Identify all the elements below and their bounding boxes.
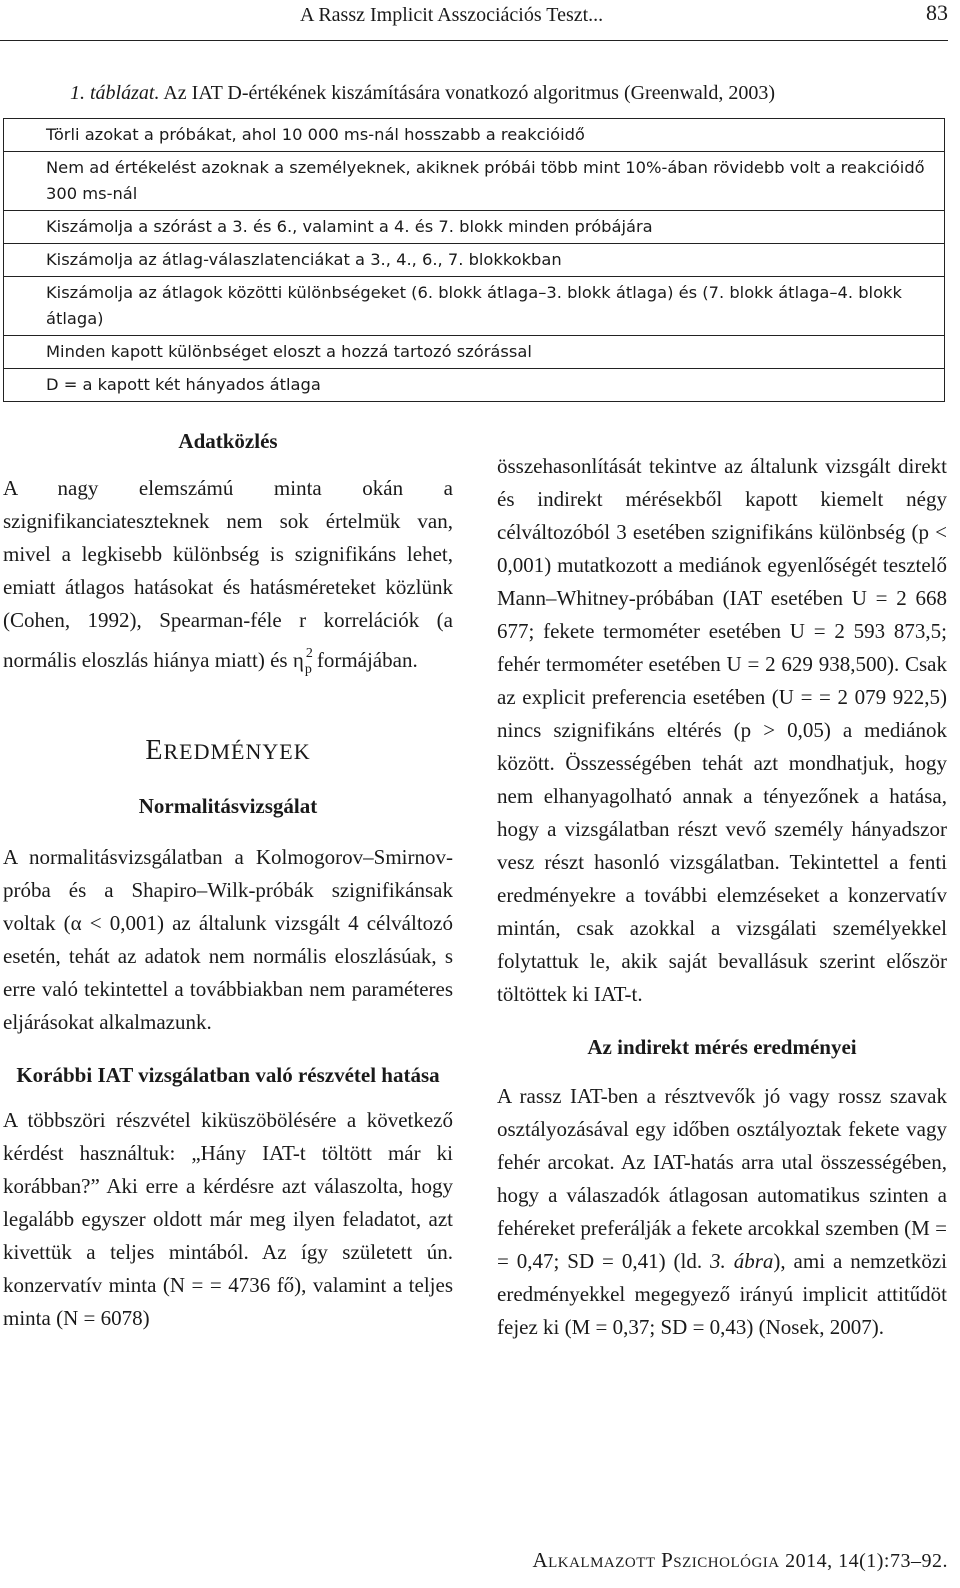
section-title-rest: REDMÉNYEK [163, 739, 311, 764]
step-text: D = a kapott két hányados átlaga [46, 375, 321, 394]
journal-footer [532, 1548, 948, 1573]
paragraph-adatkozles [3, 472, 453, 686]
table-cell [4, 369, 945, 402]
running-head [0, 0, 948, 41]
paragraph-korabbi: A többszöri részvétel kiküszöbölésére a következő kérdést használtuk: „Hány IAT-t töltött már ki korábban?” Aki erre a kérdésre azt válaszolta, hogy legalább egyszer oldott már meg ilyen feladatot, azt kivettük a teljes mintából. Az így született ún. konzervatív minta (N = = 4736 fő), valamint a teljes minta (N = 6078) [3, 1108, 453, 1330]
heading-korabbi: Korábbi IAT vizsgálatban való részvétel hatása [16, 1063, 440, 1087]
paragraph-normalitas: A normalitásvizsgálatban a Kolmogorov–Smirnov-próba és a Shapiro–Wilk-próbák szignifikánsak voltak (α < 0,001) az általunk vizsgált 4 célváltozó esetén, tehát az adatok nem normális eloszlásúak, s erre való tekintettel a továbbiakban nem paraméteres eljárásokat alkalmazunk. [3, 845, 453, 1034]
table-cell [4, 152, 945, 211]
table-row [4, 336, 945, 369]
heading-adatkozles: Adatközlés [178, 429, 278, 453]
table-row [4, 277, 945, 336]
step-number [8, 247, 46, 273]
right-column [497, 450, 947, 1344]
table-caption-text: Az IAT D-értékének kiszámítására vonatkozó algoritmus (Greenwald, 2003) [163, 82, 775, 104]
paragraph-indirekt-text-1: A rassz IAT-ben a résztvevők jó vagy rossz szavak osztályozásával egy időben osztályoztak fekete vagy fehér arcokat. Az IAT-hatás arra utal összességében, hogy a válaszadók átlagosan automatikus szinten a fehéreket preferálják a fekete arcokkal szemben (M = = 0,47; SD = 0,41) (ld. [497, 1084, 947, 1273]
step-number [8, 280, 46, 306]
paragraph-adatkozles-end: formájában. [316, 648, 418, 672]
step-text: Minden kapott különbséget eloszt a hozzá tartozó szórással [46, 342, 532, 361]
step-text: Törli azokat a próbákat, ahol 10 000 ms-nál hosszabb a reakcióidő [46, 125, 585, 144]
step-text: Kiszámolja a szórást a 3. és 6., valamint a 4. és 7. blokk minden próbájára [46, 217, 653, 236]
left-column [3, 425, 453, 1335]
step-number [8, 339, 46, 365]
heading-normalitas: Normalitásvizsgálat [138, 794, 318, 818]
table-caption [70, 82, 775, 105]
eta-superscript: 2 [305, 646, 313, 661]
table-cell [4, 211, 945, 244]
section-title-eredmenyek [3, 734, 453, 768]
step-text: Kiszámolja az átlagok közötti különbségeket (6. blokk átlaga–3. blokk átlaga) és (7. blokk átlaga–4. blokk átlaga) [46, 283, 902, 328]
step-number [8, 372, 46, 398]
table-cell [4, 244, 945, 277]
step-number [8, 214, 46, 240]
table-caption-number: 1. táblázat. [70, 82, 160, 104]
eta-subscript: p [304, 662, 312, 677]
figure-reference: 3. ábra [710, 1249, 774, 1273]
algorithm-table [3, 118, 945, 402]
table-row [4, 119, 945, 152]
paragraph-adatkozles-text: A nagy elemszámú minta okán a szignifikanciateszteknek nem sok értelmük van, mivel a legkisebb különbség is szignifikáns lehet, emiatt átlagos hatásokat és hatásméreteket közlünk (Cohen, 1992), Spearman-féle r korrelációk (a normális eloszlás hiánya miatt) és η [3, 476, 453, 672]
table-row [4, 152, 945, 211]
paragraph-continued: összehasonlítását tekintve az általunk vizsgált direkt és indirekt mérésekből kapott kiemelt négy célváltozóból 3 esetében szignifikáns különbség (p < 0,001) mutatkozott a mediánok egyenlőségét tesztelő Mann–Whitney-próbában (IAT esetében U = 2 668 677; fekete termométer esetében U = 2 593 873,5; fehér termométer esetében U = 2 629 938,500). Csak az explicit preferencia esetében (U = = 2 079 922,5) nincs szignifikáns eltérés (p > 0,05) a mediánok között. Összességében tehát azt mondhatjuk, hogy nem elhanyagolható annak a tényezőnek a hatása, hogy a vizsgálatban részt vevő személy hányadszor vesz részt hasonló vizsgálatban. Tekintettel a fenti eredményekre a további elemzéseket a konzervatív mintán, csak azokkal a vizsgálati személyekkel folytattuk le, akik saját bevallásuk szerint először töltöttek ki IAT-t. [497, 454, 947, 1006]
page-number: 83 [926, 0, 948, 25]
journal-name-p-rest: SZICHOLÓGIA [673, 1555, 780, 1571]
heading-indirekt: Az indirekt mérés eredményei [587, 1035, 857, 1059]
table-row [4, 211, 945, 244]
step-number [8, 122, 46, 148]
table-row [4, 244, 945, 277]
paragraph-indirekt [497, 1080, 947, 1344]
table-cell [4, 119, 945, 152]
journal-name-p-initial: P [661, 1548, 674, 1572]
step-text: Nem ad értékelést azoknak a személyeknek, akiknek próbái több mint 10%-ában rövidebb volt a reakcióidő 300 ms-nál [46, 158, 925, 203]
table-row [4, 369, 945, 402]
journal-citation: 2014, 14(1):73–92. [785, 1550, 948, 1572]
paragraph-indirekt-text-2: ), ami a nemzetközi eredményekkel megegyező irányú implicit attitűdöt fejez ki (M = 0,37; SD = 0,43) (Nosek, 2007). [497, 1249, 947, 1339]
journal-name-a-rest: LKALMAZOTT [548, 1555, 656, 1571]
running-head-title: A Rassz Implicit Asszociációs Teszt... [300, 4, 604, 26]
journal-name-a-initial: A [532, 1548, 549, 1572]
step-text: Kiszámolja az átlag-válaszlatenciákat a 3., 4., 6., 7. blokkokban [46, 250, 562, 269]
step-number [8, 155, 46, 181]
table-cell [4, 277, 945, 336]
section-title-initial: E [145, 735, 164, 766]
table-cell [4, 336, 945, 369]
